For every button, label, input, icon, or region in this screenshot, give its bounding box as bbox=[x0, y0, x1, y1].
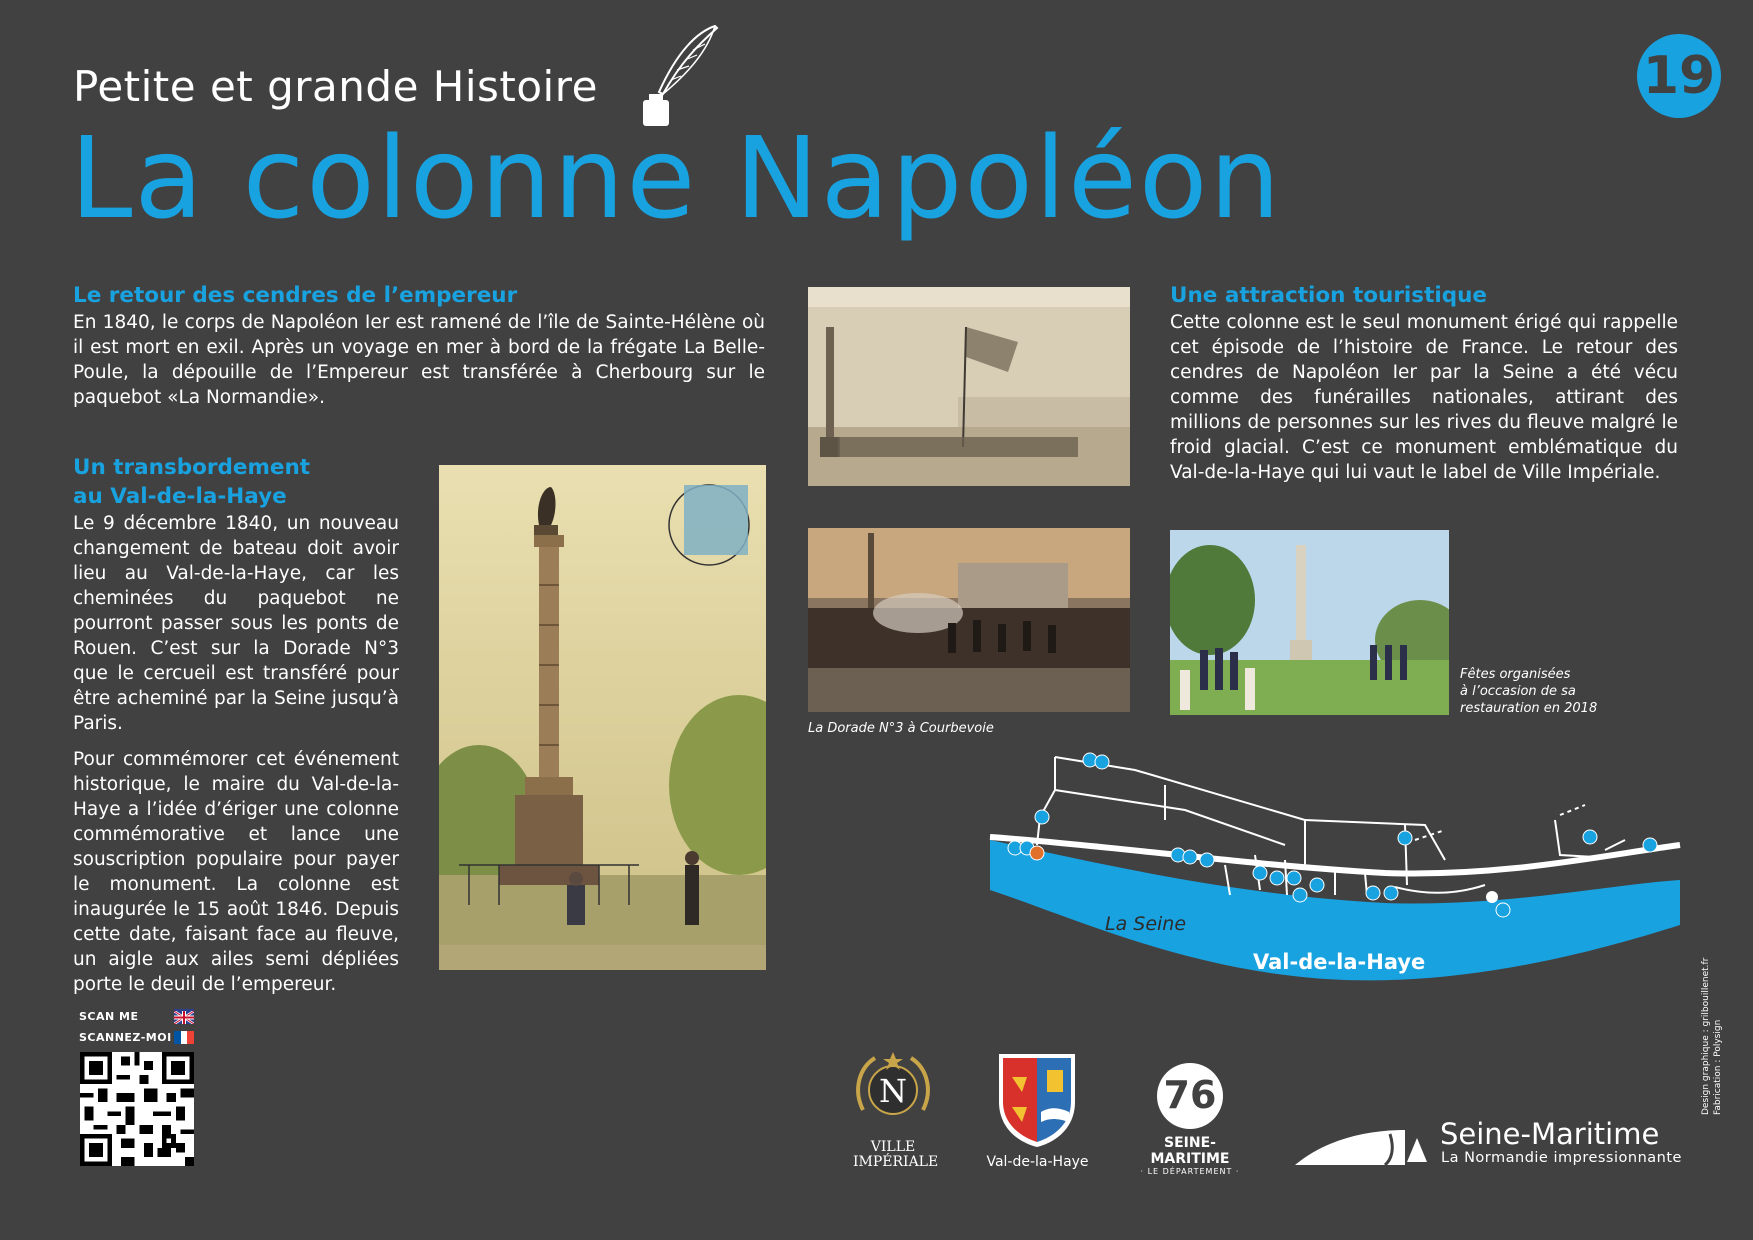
section-heading: Une attraction touristique bbox=[1170, 283, 1488, 308]
panel-number-badge bbox=[1637, 34, 1721, 118]
map-river-label: La Seine bbox=[1105, 913, 1187, 935]
map-town-label: Val-de-la-Haye bbox=[1253, 950, 1426, 974]
postcard-column-photo bbox=[439, 465, 766, 970]
credit-fabrication: Fabrication : Polysign bbox=[1713, 1019, 1723, 1115]
village-map bbox=[985, 745, 1685, 995]
dept-number: 76 bbox=[1163, 1073, 1217, 1117]
ville-imperiale-logo bbox=[853, 1050, 939, 1170]
section-transbordement bbox=[73, 453, 399, 997]
svg-text:N: N bbox=[879, 1072, 907, 1110]
dept-sub: · LE DÉPARTEMENT · bbox=[1140, 1167, 1240, 1176]
dorade-painting-photo bbox=[808, 528, 1130, 712]
credits bbox=[1700, 915, 1724, 1115]
caption-line: Fêtes organisées bbox=[1460, 667, 1571, 682]
seine-maritime-departement-logo bbox=[1130, 1063, 1250, 1176]
festivities-caption bbox=[1460, 666, 1597, 717]
restoration-festivities-photo bbox=[1170, 530, 1449, 715]
seine-maritime-tagline: La Normandie impressionnante bbox=[1441, 1150, 1682, 1166]
kicker-title: Petite et grande Histoire bbox=[73, 62, 598, 111]
section-body: En 1840, le corps de Napoléon Ier est ramené de l’île de Sainte-Hélène où il est mort en exil. Après un voyage en mer à bord de la frégate La Belle-Poule, la dépouille de l’Empereur est transférée à Cherbourg sur le paquebot «La Normandie». bbox=[73, 312, 765, 408]
uk-flag-icon bbox=[174, 1009, 194, 1022]
caption-line: restauration en 2018 bbox=[1460, 701, 1598, 716]
dept-name: SEINE-MARITIME bbox=[1150, 1135, 1230, 1167]
section-heading: Le retour des cendres de l’empereur bbox=[73, 283, 518, 308]
val-de-la-haye-logo-text: Val-de-la-Haye bbox=[986, 1154, 1089, 1170]
scan-me-label: SCAN ME bbox=[79, 1010, 139, 1023]
credit-design: Design graphique : grilbouillenet.fr bbox=[1701, 957, 1711, 1115]
section-heading-line2: au Val-de-la-Haye bbox=[73, 484, 287, 509]
sepia-regatta-postcard-photo bbox=[808, 287, 1130, 486]
page-title: La colonne Napoléon bbox=[70, 114, 1283, 244]
section-body-2: Pour commémorer cet événement historique, le maire du Val-de-la-Haye a l’idée d’ériger une colonne commémorative et lance une souscription populaire pour payer le monument. La colonne est inaugurée le 15 août 1846. Depuis cette date, faisant face au fleuve, un aigle aux ailes semi dépliées porte le deuil de l’empereur. bbox=[73, 749, 399, 995]
seine-maritime-wave-logo-icon bbox=[1295, 1120, 1435, 1168]
section-body-1: Le 9 décembre 1840, un nouveau changement de bateau doit avoir lieu au Val-de-la-Haye, car les cheminées du paquebot ne pourront passer sous les ponts de Rouen. C’est sur la Dorade N°3 que le cercueil est transféré pour être acheminé par la Seine jusqu’à Paris. bbox=[73, 513, 399, 734]
val-de-la-haye-logo bbox=[985, 1052, 1090, 1172]
panel-number: 19 bbox=[1642, 46, 1716, 106]
section-retour-cendres bbox=[73, 281, 765, 410]
dorade-caption: La Dorade N°3 à Courbevoie bbox=[808, 721, 994, 736]
french-flag-icon bbox=[174, 1029, 194, 1042]
seine-maritime-brand: Seine-Maritime bbox=[1440, 1117, 1660, 1151]
qr-code[interactable] bbox=[80, 1052, 194, 1166]
ville-imperiale-line2: IMPÉRIALE bbox=[853, 1154, 939, 1170]
section-heading-line1: Un transbordement bbox=[73, 455, 311, 480]
section-body: Cette colonne est le seul monument érigé qui rappelle cet épisode de l’histoire de France. Le retour des cendres de Napoléon Ier par la Seine a été vécu comme des funérailles nationales, attirant des millions de personnes sur les rives du fleuve malgré le froid glacial. C’est ce monument emblématique du Val-de-la-Haye qui lui vaut le label de Ville Impériale. bbox=[1170, 312, 1678, 483]
section-attraction bbox=[1170, 281, 1678, 485]
scannez-moi-label: SCANNEZ-MOI bbox=[79, 1031, 172, 1044]
ville-imperiale-line1: VILLE bbox=[870, 1139, 916, 1155]
caption-line: à l’occasion de sa bbox=[1460, 684, 1576, 699]
